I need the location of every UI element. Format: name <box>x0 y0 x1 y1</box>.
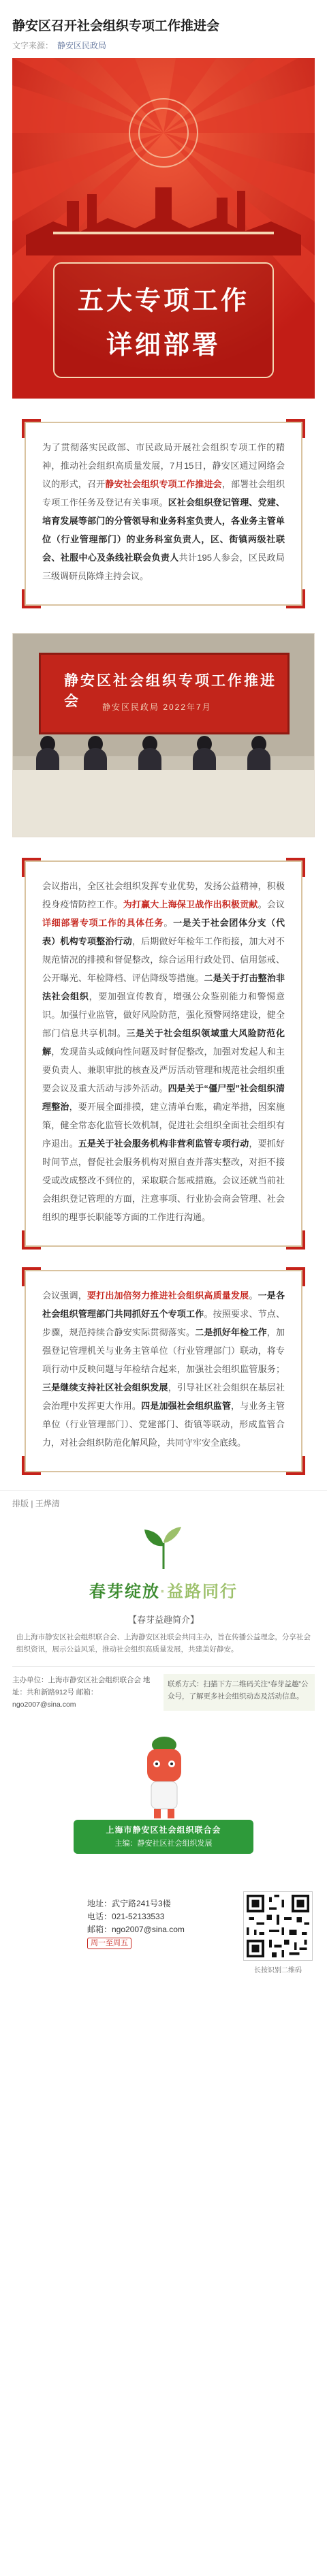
text-run: ，与业务主管单位（行业管理部门）、党建部门、街镇等联动，形成监管合力，对社会组织防范化解风险，共同守牢安全底线。 <box>42 1401 285 1448</box>
intro-heading: 【春芽益趣简介】 <box>127 1615 199 1625</box>
brand-block <box>0 1513 327 1606</box>
address-block <box>87 1897 185 1949</box>
text-run: 会议指出，全区社会组织发挥专业优势，发扬公益精神，积极投身疫情防控工作。 <box>42 881 285 910</box>
bold-text: 三是继续支持社区社会组织发展 <box>42 1382 168 1393</box>
poster-title-line2: 详细部署 <box>106 330 221 360</box>
source-line <box>12 40 315 51</box>
organizer-name: 上海市静安区社会组织联合会 <box>106 1825 221 1835</box>
corner-ornament <box>22 858 41 877</box>
email-line[interactable]: 邮箱：ngo2007@sina.com <box>87 1925 185 1934</box>
phone-line[interactable]: 电话：021-52133533 <box>87 1912 165 1921</box>
corner-ornament <box>22 1456 41 1475</box>
source-value[interactable]: 静安区民政局 <box>57 41 107 50</box>
tasks-card <box>25 860 302 1247</box>
bold-text: 一是关于社会团体分支（代表）机构专项整治行动 <box>42 918 285 946</box>
text-run: ，加强登记管理机关与业务主管单位（行业管理部门）联动，将专项行动中反映问题与年检结合起来，加强社会组织监管服务； <box>42 1327 285 1374</box>
source-label: 文字来源： <box>12 41 54 50</box>
text-run: 。 <box>164 918 174 928</box>
contact-block <box>12 1666 315 1711</box>
qr-code-icon[interactable] <box>244 1892 312 1960</box>
text-run: ，发现苗头或倾向性问题及时督促整改，加强对发起人和主要负责人、兼职审批的核查及严厉活动管理和规范社会组织重要会议及重大活动与涉外活动。 <box>42 1046 285 1093</box>
qr-label: 长按识别二维码 <box>254 1967 302 1974</box>
emphasis-paragraph <box>42 1286 285 1452</box>
intro-paragraph <box>42 438 285 585</box>
organizer-subtitle: 主编：静安社区社会组织发展 <box>114 1840 213 1848</box>
text-run: ，后期做好年检年工作衔接，加大对不规范情况的排摸和督促整改，综合运用行政处罚、信用惩戒、公开曝光、年检降档、评估降级等措施。 <box>42 936 285 983</box>
hours-tag: 周一至周五 <box>87 1938 131 1949</box>
bold-text: 一是各社会组织管理部门共同抓好五个专项工作 <box>42 1290 285 1319</box>
corner-ornament <box>22 1267 41 1286</box>
mascot-section <box>12 1724 315 1881</box>
bold-text: 三是关于社会组织领域重大风险防范化解 <box>42 1028 285 1057</box>
slogan-separator: · <box>160 1583 167 1601</box>
text-run: 共计195人参会，区民政局三级调研员陈烽主持会议。 <box>42 553 285 581</box>
mascot-icon <box>134 1731 195 1820</box>
intro-text: 由上海市静安区社会组织联合会、上海静安区社联会共同主办，旨在传播公益理念，分享社会组织资讯，展示公益风采，推动社会组织高质量发展，共建美好静安。 <box>16 1633 311 1654</box>
text-run: 会议强调， <box>42 1290 87 1301</box>
headline-poster <box>12 58 315 399</box>
highlight-text: 详细部署专项工作的具体任务 <box>42 918 164 928</box>
corner-ornament <box>286 1456 305 1475</box>
text-run: ，要加强宣传教育，增强公众鉴别能力和警惕意识。加强行业监管，做好风险防范，强化预警网络建设，健全部门信息共享机制。 <box>42 991 285 1038</box>
text-run: ，要抓好时间节点，督促社会服务机构对照自查并落实整改，对拒不接受或改成整改不到位的，采取联合惩戒措施。会议还就当前社会组织登记管理的方面，注意事项、行业协会商会管理、社会组织的理事长职能等方面的工作进行沟通。 <box>42 1138 285 1222</box>
highlight-text: 静安社会组织专项工作推进会 <box>105 479 222 489</box>
intro-card <box>25 422 302 606</box>
contact-left: 主办单位：上海市静安区社会组织联合会 地址：共和新路912号 邮箱：ngo2007@sina.com <box>12 1676 151 1709</box>
brand-slogan <box>0 1578 327 1602</box>
emphasis-card <box>25 1270 302 1472</box>
contact-right: 联系方式：扫描下方二维码关注“春芽益趣”公众号，了解更多社会组织动态及活动信息。 <box>164 1674 315 1711</box>
article-header <box>0 0 327 58</box>
organizer-banner <box>74 1820 253 1854</box>
text-run: 。按照要求、节点、步骤，规范持续合静安实际贯彻落实。 <box>42 1309 285 1337</box>
text-run: 为了贯彻落实民政部、市民政局开展社会组织专项工作的精神，推动社会组织高质量发展，7月15日，静安区通过网络会议的形式，召开 <box>42 442 285 489</box>
highlight-text: 要打出加倍努力推进社会组织高质量发展 <box>87 1290 249 1301</box>
slogan-part: 春芽绽放 <box>89 1583 160 1601</box>
banner-subtitle: 静安区民政局 2022年7月 <box>102 702 212 712</box>
bold-text: 四是加强社会组织监管 <box>141 1401 232 1411</box>
tasks-paragraph <box>42 877 285 1226</box>
bold-text: 四是关于“僵尸型”社会组织清理整治 <box>42 1083 285 1112</box>
corner-ornament <box>286 589 305 608</box>
highlight-text: 为打赢大上海保卫战作出积极贡献 <box>123 899 258 910</box>
banner-title: 静安区社会组织专项工作推进会 <box>64 672 277 709</box>
footer-info <box>12 1888 315 1990</box>
corner-ornament <box>286 1230 305 1250</box>
bold-text: 五是关于社会服务机构非营利监管专项行动 <box>78 1138 249 1149</box>
poster-title-line1: 五大专项工作 <box>77 285 249 315</box>
meeting-table <box>13 770 314 837</box>
text-run: ，要开展全面排摸，建立清单台账，确定举措，因案施策，健全常态化监管长效机制，促进社会组织全面社会组织有序退出。 <box>42 1102 285 1149</box>
corner-ornament <box>22 1230 41 1250</box>
corner-ornament <box>22 419 41 438</box>
poster-title-box <box>53 262 274 378</box>
corner-ornament <box>22 589 41 608</box>
slogan-part: 益路同行 <box>167 1583 238 1601</box>
corner-ornament <box>286 419 305 438</box>
article-title: 静安区召开社会组织专项工作推进会 <box>12 19 220 33</box>
corner-ornament <box>286 858 305 877</box>
text-run: ，部署社会组织专项工作任务及登记有关事项。 <box>42 479 285 508</box>
meeting-photo <box>12 633 315 837</box>
meeting-banner <box>39 653 290 734</box>
text-run: ，引导社区社会组织在基层社会治理中发挥更大作用。 <box>42 1382 285 1411</box>
sprout-logo-icon <box>136 1524 191 1572</box>
address-line: 地址：武宁路241号3楼 <box>87 1899 171 1908</box>
text-run: 。会议 <box>258 899 285 910</box>
text-run: 。 <box>249 1290 258 1301</box>
corner-ornament <box>286 1267 305 1286</box>
bold-text: 二是关于打击整治非法社会组织 <box>42 973 285 1002</box>
bold-text: 区社会组织登记管理、党建、培育发展等部门的分管领导和业务科室负责人，各业务主管单位（行业管理部门）的业务科室负责人，区、街镇两级社联会、社服中心及条线社联会负责人 <box>42 497 285 563</box>
bold-text: 二是抓好年检工作 <box>195 1327 267 1337</box>
editor-credit: 排版 | 王烨清 <box>0 1490 327 1513</box>
